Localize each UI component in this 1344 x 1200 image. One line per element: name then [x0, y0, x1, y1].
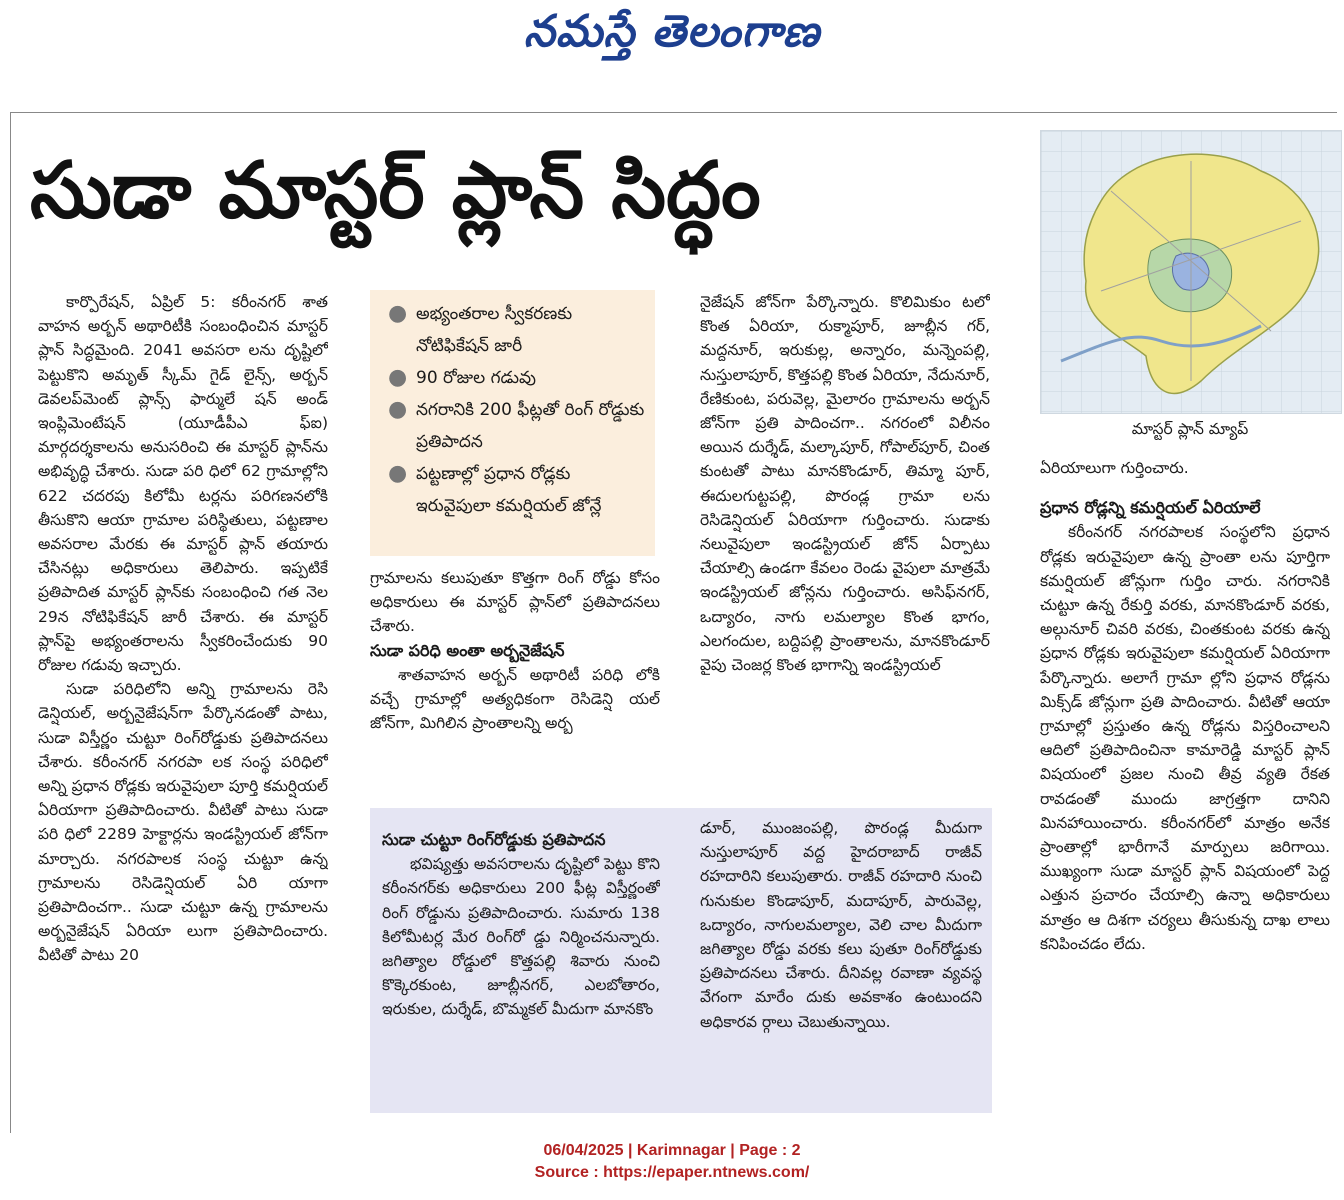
- highlight-text: పట్టణాల్లో ప్రధాన రోడ్లకు ఇరువైపులా కమర్షియల్ జోన్లే: [416, 464, 602, 516]
- article-headline: సుడా మాస్టర్ ప్లాన్ సిద్ధం: [30, 146, 761, 236]
- highlight-text: అభ్యంతరాల స్వీకరణకు నోటిఫికేషన్ జారీ: [416, 304, 573, 356]
- map-caption: మాస్టర్ ప్లాన్ మ్యాప్: [1131, 420, 1249, 438]
- column-2-text: గ్రామాలను కలుపుతూ కొత్తగా రింగ్ రోడ్డు కోసం అధికారులు ఈ మాస్టర్ ప్లాన్‌లో ప్రతిపాదనలు చేశారు.: [370, 569, 660, 636]
- newspaper-masthead: నమస్తే తెలంగాణ: [523, 6, 821, 57]
- highlights-box: [370, 290, 655, 556]
- bullet-icon: ●: [388, 397, 408, 422]
- master-plan-map-image: [1040, 130, 1342, 414]
- bullet-icon: ●: [388, 461, 408, 486]
- bullet-icon: ●: [388, 365, 408, 390]
- highlight-text: నగరానికి 200 ఫీట్లతో రింగ్ రోడ్డుకు ప్రతిపాదన: [416, 400, 645, 452]
- column-4-text: ఏరియాలుగా గుర్తించారు.: [1040, 459, 1189, 477]
- section-subhead: సుడా చుట్టూ రింగ్‌రోడ్డుకు ప్రతిపాదన: [382, 830, 606, 849]
- column-2-text: శాతవాహన అర్బన్ అథారిటీ పరిధి లోకి వచ్చే గ్రామాల్లో అత్యధికంగా రెసిడెన్షి యల్ జోన్‌గా, మిగిలిన ప్రాంతాలన్ని అర్బ: [370, 665, 660, 733]
- column-1-paragraph: సుడా పరిధిలోని అన్ని గ్రామాలను రెసి డెన్షియల్, అర్బనైజేషన్‌గా పేర్కొనడంతో పాటు, సుడా విస్తీర్ణం చుట్టూ రింగ్‌రోడ్డుకు ప్రతిపాదనలు చేశారు. కరీంనగర్ నగరపా లక సంస్థ పరిధిలో అన్ని ప్రధాన రోడ్లకు ఇరువైపులా పూర్తి కమర్షియల్ ఏరియాగా ప్రతిపాదించారు. వీటితో పాటు సుడా పరి ధిలో 2289 హెక్టార్లను ఇండస్ట్రియల్ జోన్‌గా మార్చారు. నగరపాలక సంస్థ చుట్టూ ఉన్న గ్రామాలను రెసిడెన్షియల్ ఏరి యాగా ప్రతిపాదించగా.. సుడా చుట్టూ ఉన్న గ్రామాలను అర్బనైజేషన్ ఏరియా లుగా ప్రతిపాదించారు. వీటితో పాటు 20: [38, 680, 328, 965]
- highlight-item: [380, 362, 645, 394]
- column-3: [700, 290, 990, 802]
- column-4: [1040, 456, 1330, 1124]
- section-subhead: ప్రధాన రోడ్లన్ని కమర్షియల్ ఏరియాలే: [1040, 498, 1261, 518]
- map-illustration: [1041, 131, 1341, 413]
- highlight-text: 90 రోజుల గడువు: [416, 368, 536, 388]
- highlight-item: [380, 394, 645, 458]
- highlight-item: [380, 298, 645, 362]
- column-2: [370, 566, 660, 800]
- highlight-item: [380, 458, 645, 522]
- column-3-text: నైజేషన్ జోన్‌గా పేర్కొన్నారు. కొలిమికుం టలో కొంత ఏరియా, రుక్మాపూర్, జూబ్లీన గర్, మద్దనూర్, ఇరుకుల్ల, అన్నారం, మన్నెంపల్లి, నుస్తులాపూర్, కొత్తపల్లి కొంత ఏరియా, నేదునూర్, రేణికుంట, పరువెల్ల, మైలారం గ్రామాలను అర్బన్ జోన్‌గా ప్రతి పాదించగా.. నగరంలో విలీనం అయిన దుర్శేడ్, మల్కాపూర్, గోపాల్‌పూర్, చింత కుంటతో పాటు మానకొండూర్, తిమ్మా పూర్, ఈదులగుట్టపల్లి, పొరండ్ల గ్రామా లను రెసిడెన్షియల్ ఏరియాగా గుర్తించారు. సుడాకు నలువైపులా ఇండస్ట్రియల్ జోన్ ఏర్పాటు చేయాల్సి ఉండగా కేవలం రెండు వైపులా మాత్రమే ఇండస్ట్రియల్ జోన్లను గుర్తించారు. అసిఫ్‌నగర్, ఒద్యారం, నాగు లమల్యాల కొంత భాగం, ఎలగందుల, బద్దిపల్లి ప్రాంతాలను, మానకొండూర్ వైపు చెంజర్ల కొంత భాగాన్ని ఇండస్ట్రియల్: [700, 293, 990, 675]
- ring-road-box: [370, 808, 992, 1113]
- bullet-icon: ●: [388, 301, 408, 326]
- ring-road-text: భవిష్యత్తు అవసరాలను దృష్టిలో పెట్టు కొని కరీంనగర్‌కు అధికారులు 200 ఫీట్ల విస్తీర్ణంతో రింగ్ రోడ్డును ప్రతిపాదించారు. సుమారు 138 కిలోమీటర్ల మేర రింగ్‌రో డ్డు నిర్మించనున్నారు. జగిత్యాల రోడ్డులో కొత్తపల్లి శివారు నుంచి కొక్కెరకుంట, జూబ్లీనగర్, ఎలబోతారం, ఇరుకుల, దుర్శేడ్, బొమ్మకల్ మీదుగా మానకొం: [382, 855, 660, 1019]
- column-4-text: కరీంనగర్ నగరపాలక సంస్థలోని ప్రధాన రోడ్లకు ఇరువైపులా ఉన్న ప్రాంతా లను పూర్తిగా కమర్షియల్ జోన్లుగా గుర్తిం చారు. నగరానికి చుట్టూ ఉన్న రేకుర్తి వరకు, మానకొండూర్ వరకు, అల్గునూర్ చివరి వరకు, చింతకుంట వరకు ఉన్న ప్రధాన రోడ్లకు ఇరువైపులా కమర్షియల్ ఏరియాగా పేర్కొన్నారు. అలాగే గ్రామా ల్లోని ప్రధాన రోడ్లను మిక్స్‌డ్ జోన్లుగా ప్రతి పాదించారు. వీటితో ఆయా గ్రామాల్లో ప్రస్తుతం ఉన్న రోడ్లను విస్తరించాలని ఆదిలో ప్రతిపాదించినా కామారెడ్డి మాస్టర్ ప్లాన్ విషయంలో ప్రజల నుంచి తీవ్ర వ్యతి రేకత రావడంతో ముందు జాగ్రత్తగా దానిని మినహాయించారు. కరీంనగర్‌లో మాత్రం అనేక ప్రాంతాల్లో భారీగానే మార్పులు జరిగాయి. ముఖ్యంగా సుడా మాస్టర్ ప్లాన్ విషయంలో పెద్ద ఎత్తున ప్రచారం చేయాల్సి ఉన్నా అధికారులు మాత్రం ఆ దిశగా చర్యలు తీసుకున్న దాఖ లాలు కనిపించడం లేదు.: [1040, 523, 1330, 953]
- ring-road-text: డూర్, ముంజంపల్లి, పొరండ్ల మీదుగా నుస్తులాపూర్ వద్ద హైదరాబాద్ రాజీవ్ రహదారిని కలుపుతారు. రాజీవ్ రహదారి నుంచి గునుకుల కొండాపూర్, మదాపూర్, పారువెల్ల, ఒద్యారం, నాగులమల్యాల, వెలి చాల మీదుగా జగిత్యాల రోడ్డు వరకు కలు పుతూ రింగ్‌రోడ్డుకు ప్రతిపాదనలు చేశారు. దీనివల్ల రవాణా వ్యవస్థ వేగంగా మారేం దుకు అవకాశం ఉంటుందని అధికారవ ర్గాలు చెబుతున్నాయి.: [700, 819, 982, 1031]
- page-footer: [0, 1140, 1344, 1184]
- footer-source-line: Source : https://epaper.ntnews.com/: [534, 1164, 810, 1181]
- column-1-paragraph: కార్పొరేషన్, ఏప్రిల్ 5: కరీంనగర్ శాత వాహన అర్బన్ అథారిటీకి సంబంధించిన మాస్టర్ ప్లాన్ సిద్ధమైంది. 2041 అవసరా లను దృష్టిలో పెట్టుకొని అమృత్ స్కీమ్ గైడ్ లైన్స్, అర్బన్ డెవలప్‌మెంట్ ప్లాన్స్ ఫార్ములే షన్ అండ్ ఇంప్లిమెంటేషన్ (యూడీపీఎ ఫ్ఐ) మార్గదర్శకాలను అనుసరించి ఈ మాస్టర్ ప్లాన్‌ను అభివృద్ధి చేశారు. సుడా పరి ధిలో 62 గ్రామాల్లోని 622 చదరపు కిలోమీ టర్లను పరిగణనలోకి తీసుకొని ఆయా గ్రామాల పరిస్థితులు, పట్టణాల అవసరాల మేరకు ఈ మాస్టర్ ప్లాన్ తయారు చేసినట్లు అధికారులు తెలిపారు. ఇప్పటికే ప్రతిపాదిత మాస్టర్ ప్లాన్‌కు సంబంధించి గత నెల 29న నోటిఫికేషన్ జారీ చేశారు. ఈ మాస్టర్ ప్లాన్‌పై అభ్యంతరాలను స్వీకరించేందుకు 90 రోజుల గడువు ఇచ్చారు.: [38, 293, 328, 675]
- section-subhead: సుడా పరిధి అంతా అర్బనైజేషన్: [370, 640, 565, 660]
- footer-date-line: 06/04/2025 | Karimnagar | Page : 2: [543, 1142, 801, 1159]
- ring-road-right: [700, 816, 982, 1106]
- column-1: [38, 290, 328, 1120]
- ring-road-left: [382, 828, 660, 1108]
